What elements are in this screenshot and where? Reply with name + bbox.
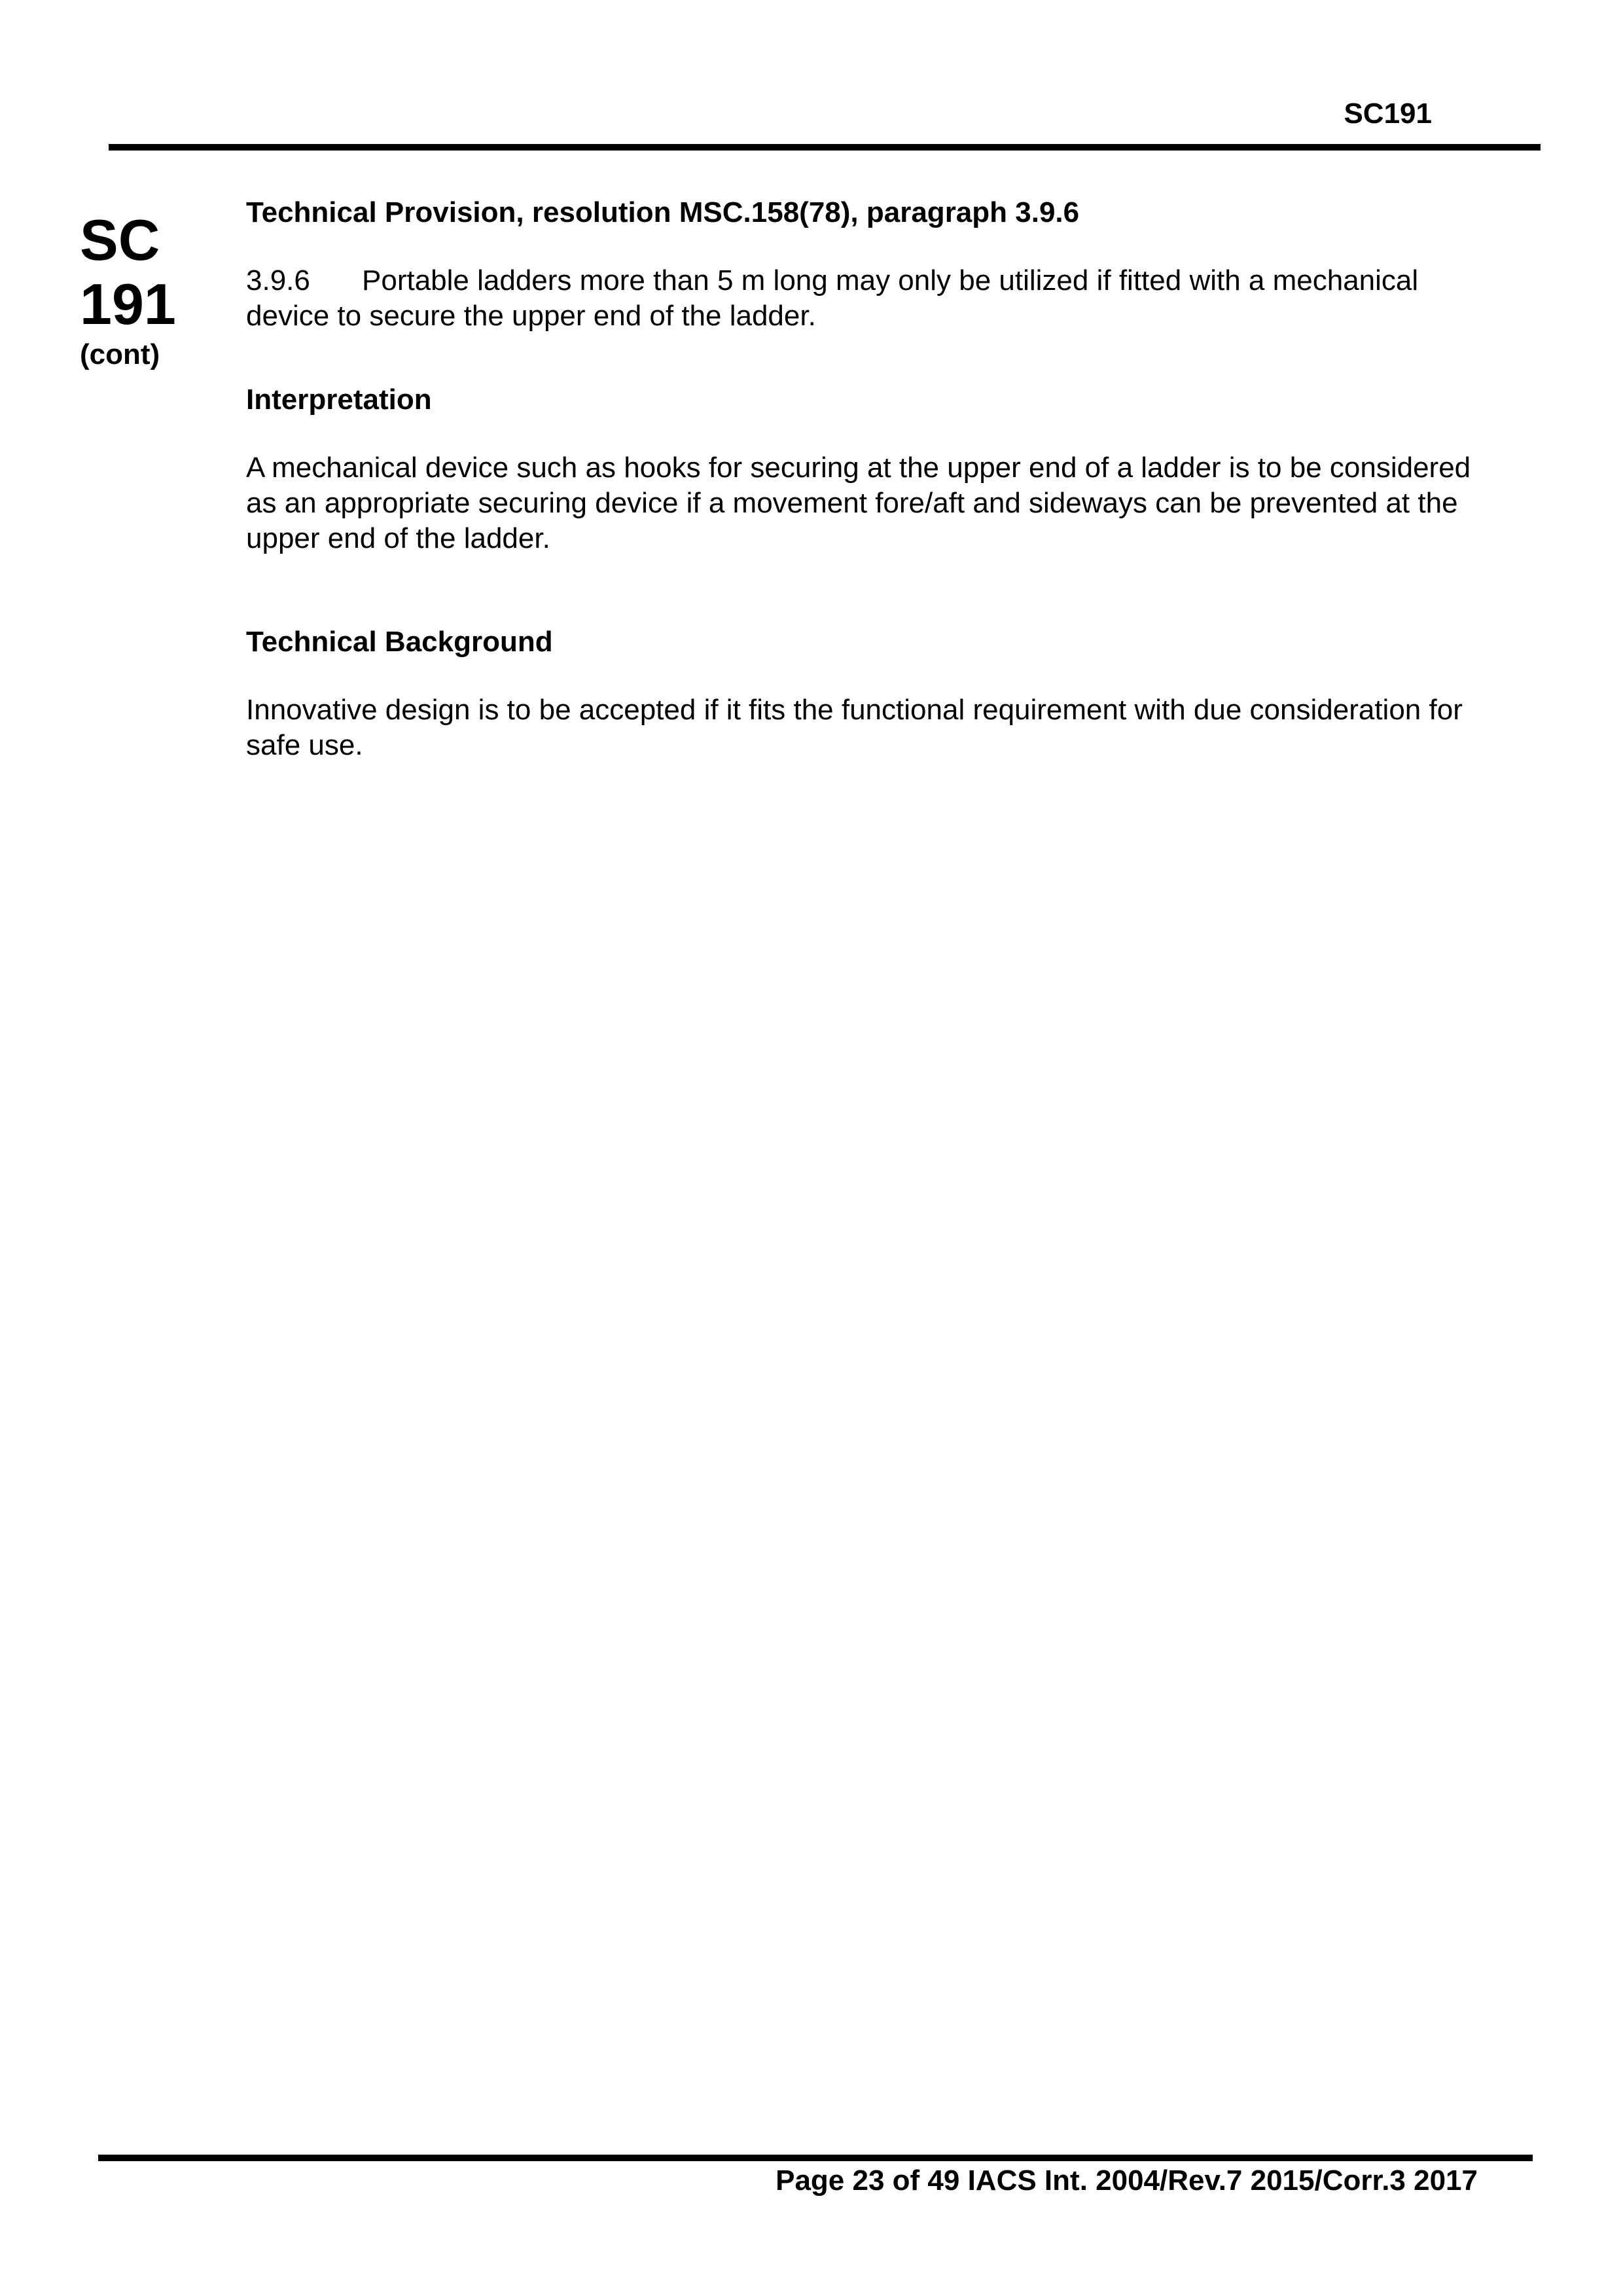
footer-page-reference: Page 23 of 49 IACS Int. 2004/Rev.7 2015/Corr.3 2017: [776, 2164, 1478, 2197]
side-label: [80, 208, 176, 373]
provision-paragraph: [246, 263, 1489, 334]
background-text: Innovative design is to be accepted if it fits the functional requirement with due consideration for safe use.: [246, 694, 1463, 761]
header-document-code: SC191: [1344, 98, 1432, 130]
side-label-cont: (cont): [80, 338, 160, 370]
side-label-number: 191: [80, 272, 176, 336]
main-content: [246, 195, 1489, 763]
interpretation-text: A mechanical device such as hooks for securing at the upper end of a ladder is to be considered as an appropriate securing device if a movement fore/aft and sideways can be prevented at the upper end of the ladder.: [246, 452, 1471, 554]
background-heading: Technical Background: [246, 626, 553, 658]
provision-clause-number: 3.9.6: [246, 264, 310, 296]
side-label-code: SC: [80, 207, 160, 272]
footer-rule: [98, 2155, 1533, 2161]
provision-text: Portable ladders more than 5 m long may only be utilized if fitted with a mechanical device to secure the upper end of the ladder.: [246, 264, 1419, 332]
interpretation-heading: Interpretation: [246, 384, 432, 416]
header-rule: [109, 144, 1541, 151]
provision-heading: Technical Provision, resolution MSC.158(78), paragraph 3.9.6: [246, 196, 1080, 228]
